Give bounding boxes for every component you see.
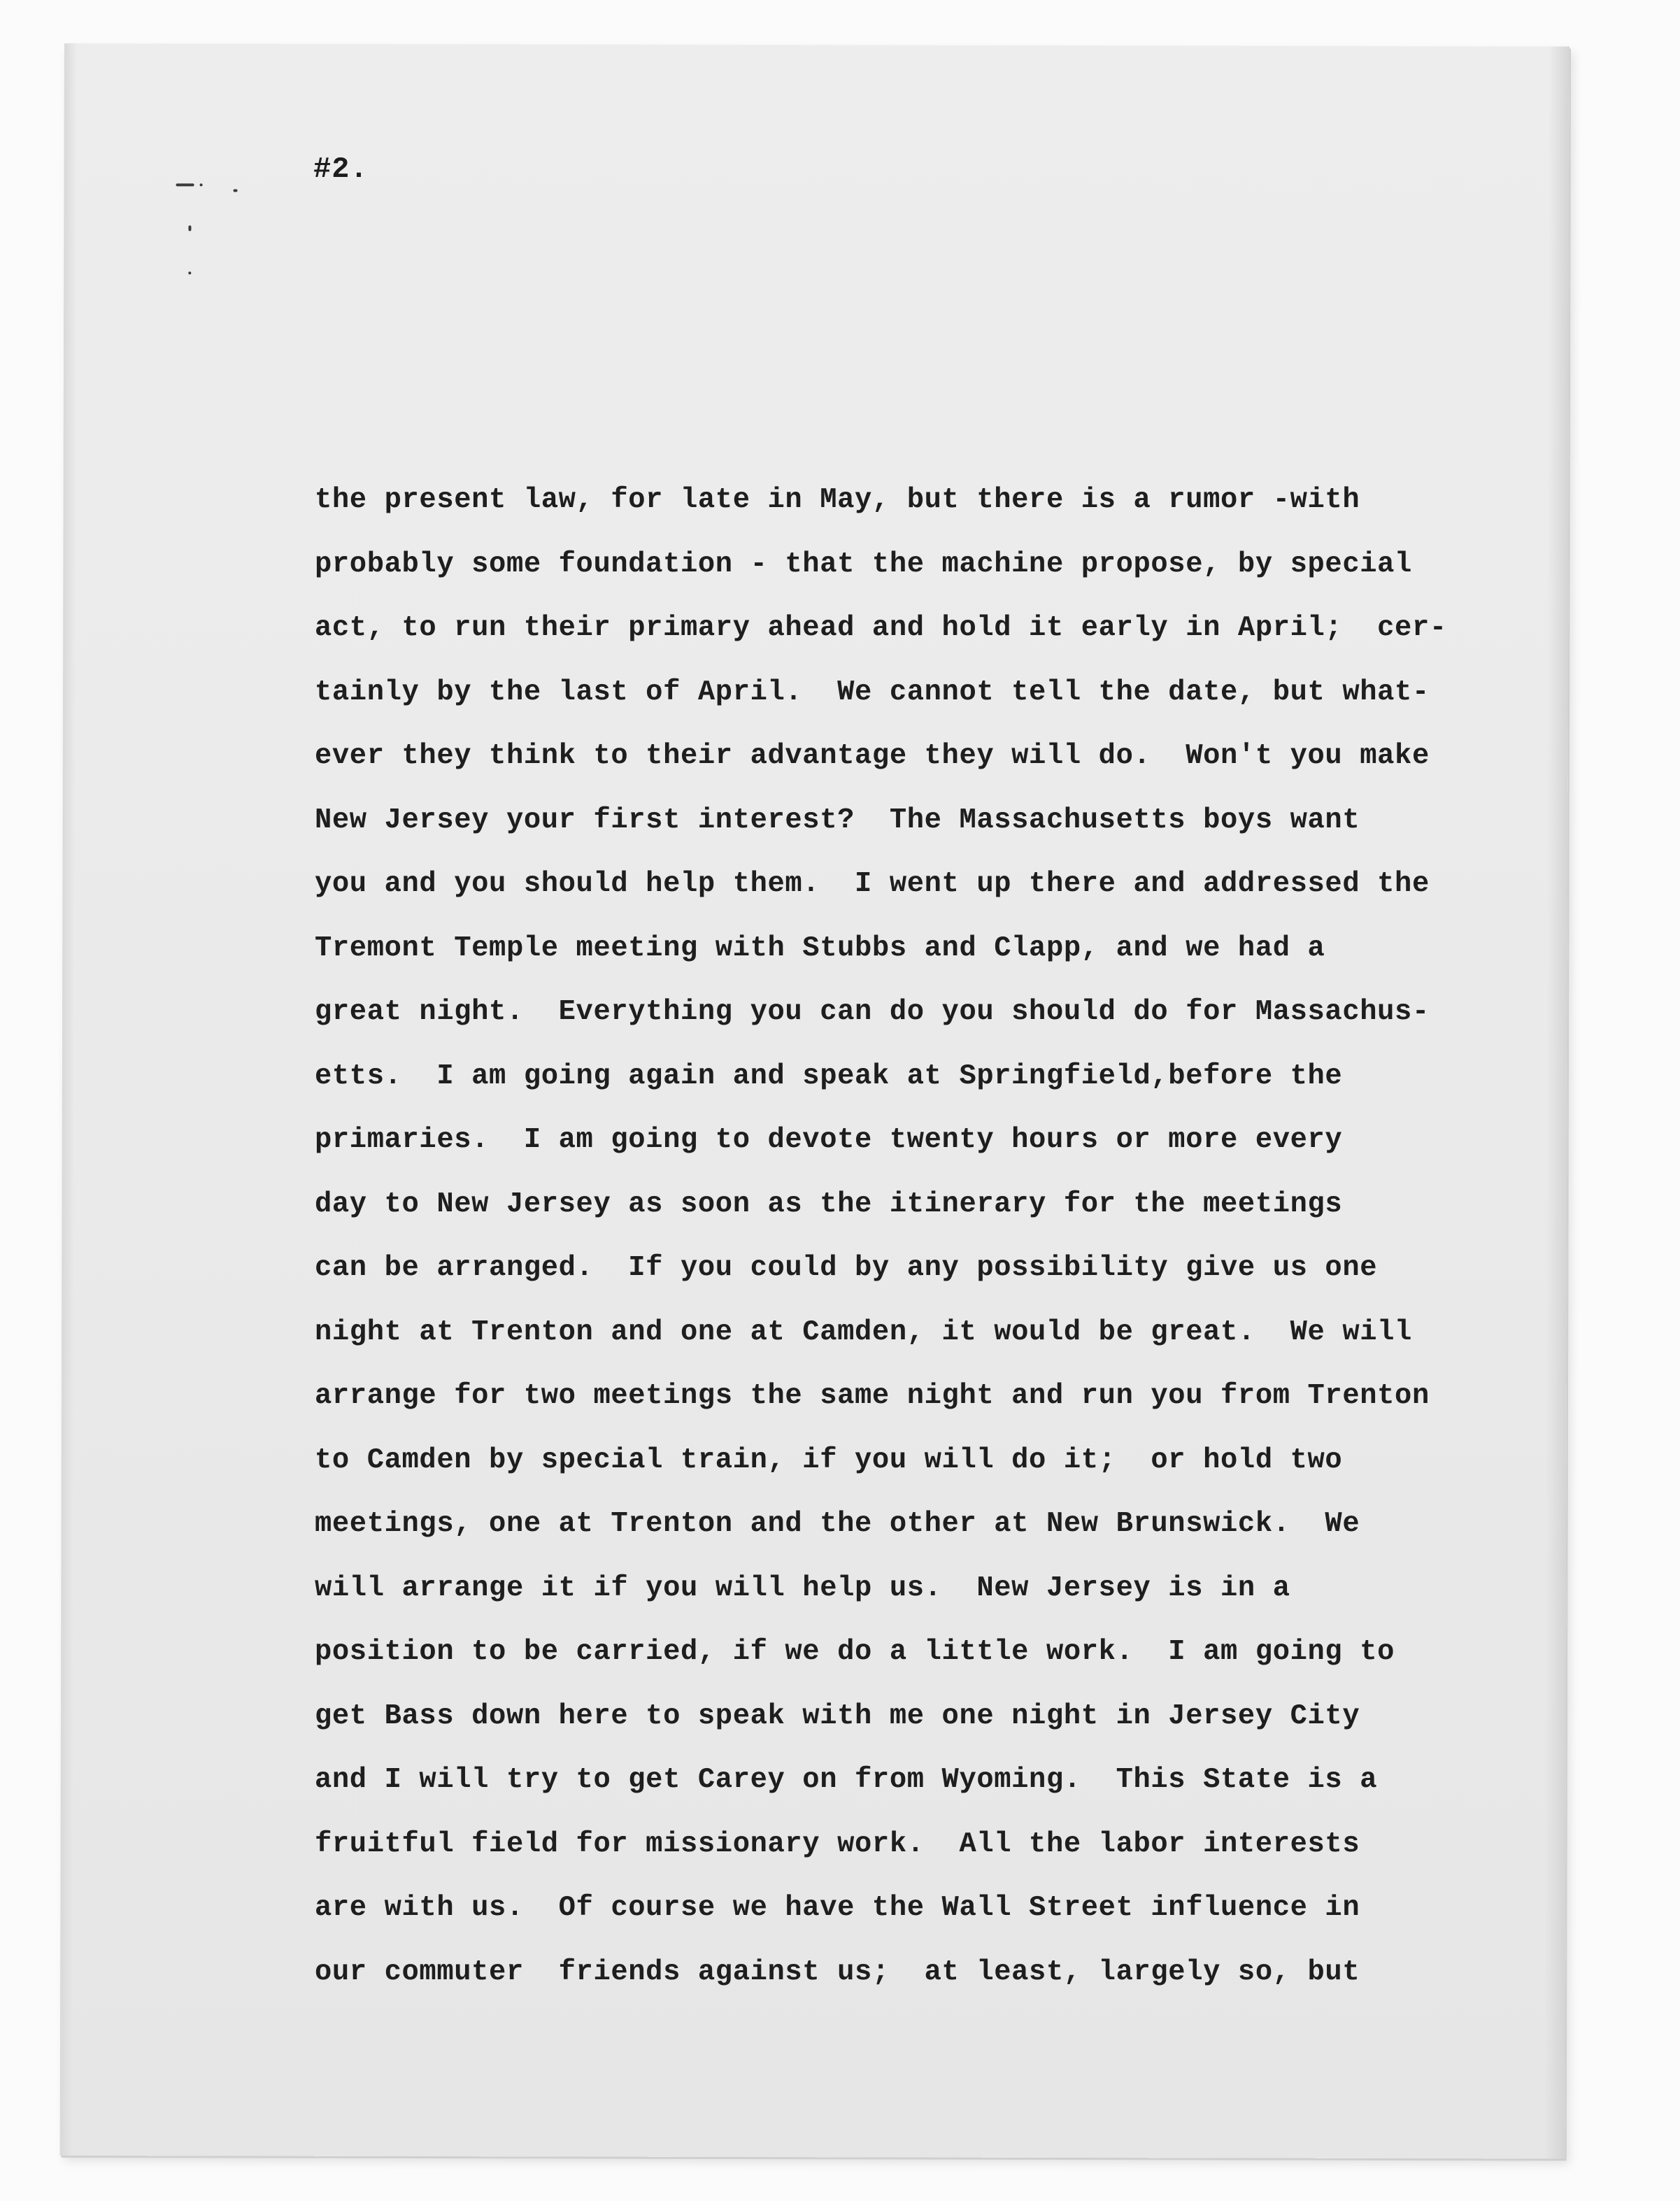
letter-body	[315, 469, 1546, 2004]
text-line: can be arranged. If you could by any possibility give us one	[315, 1252, 1378, 1284]
text-line: position to be carried, if we do a little work. I am going to	[315, 1636, 1395, 1668]
text-line: etts. I am going again and speak at Springfield,before the	[315, 1060, 1343, 1092]
text-line: ever they think to their advantage they will do. Won't you make	[315, 740, 1430, 772]
punch-marks	[176, 183, 239, 281]
text-line: night at Trenton and one at Camden, it would be great. We will	[315, 1316, 1412, 1348]
text-line: get Bass down here to speak with me one night in Jersey City	[315, 1700, 1360, 1732]
text-line: Tremont Temple meeting with Stubbs and Clapp, and we had a	[315, 932, 1325, 964]
text-line: and I will try to get Carey on from Wyoming. This State is a	[315, 1764, 1378, 1796]
text-line: arrange for two meetings the same night and run you from Trenton	[315, 1380, 1430, 1412]
page-number: #2.	[313, 152, 369, 186]
text-line: to Camden by special train, if you will do it; or hold two	[315, 1444, 1343, 1476]
text-line: day to New Jersey as soon as the itinerary for the meetings	[315, 1188, 1343, 1220]
text-line: probably some foundation - that the machine propose, by special	[315, 548, 1412, 580]
text-line: tainly by the last of April. We cannot tell the date, but what-	[315, 676, 1430, 708]
text-line: New Jersey your first interest? The Massachusetts boys want	[315, 804, 1360, 836]
text-line: fruitful field for missionary work. All the labor interests	[315, 1828, 1360, 1860]
text-line: act, to run their primary ahead and hold it early in April; cer-	[315, 612, 1447, 644]
text-line: will arrange it if you will help us. New Jersey is in a	[315, 1572, 1290, 1604]
text-line: great night. Everything you can do you should do for Massachus-	[315, 996, 1430, 1028]
text-line: primaries. I am going to devote twenty hours or more every	[315, 1124, 1343, 1156]
text-line: the present law, for late in May, but there is a rumor -with	[315, 484, 1360, 516]
text-line: you and you should help them. I went up there and addressed the	[315, 868, 1430, 900]
text-line: our commuter friends against us; at least, largely so, but	[315, 1956, 1360, 1988]
text-line: are with us. Of course we have the Wall Street influence in	[315, 1892, 1360, 1924]
text-line: meetings, one at Trenton and the other at New Brunswick. We	[315, 1508, 1360, 1540]
